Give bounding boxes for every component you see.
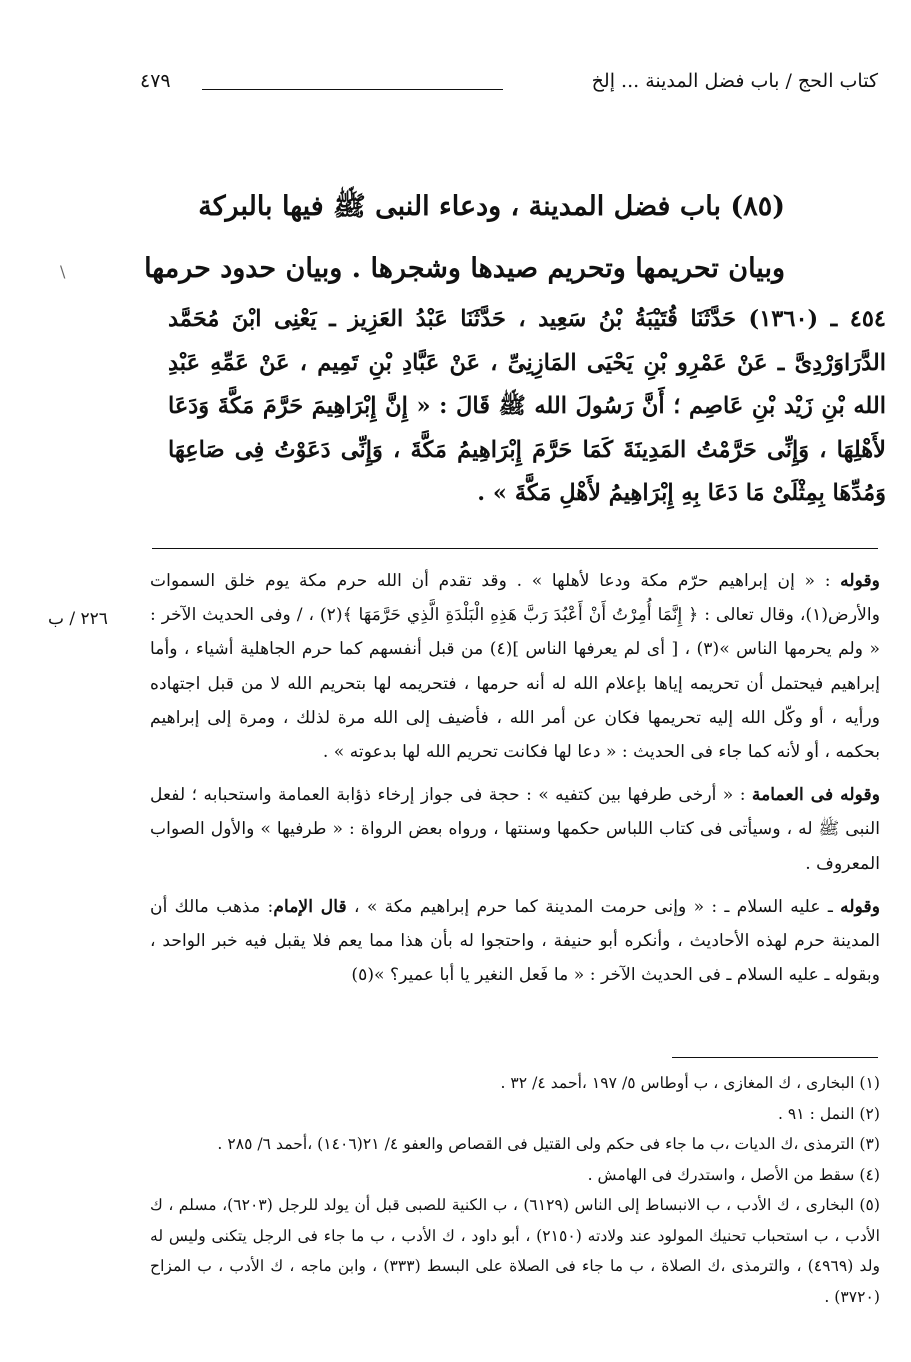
- commentary-text: : « إن إبراهيم حرّم مكة ودعا لأهلها » . وقد تقدم أن الله حرم مكة يوم خلق السموات والأرض(١)، وقال تعالى : ﴿ إِنَّمَا أُمِرْتُ أَنْ أَعْبُدَ رَبَّ هَذِهِ الْبَلْدَةِ الَّذِي حَرَّمَهَا ﴾(٢) ، / وفى الحديث الآخر : « ولم يحرمها الناس »(٣) ، [ أى لم يعرفها الناس ](٤) من قبل أنفسهم كما حرم الجاهلية أشياء ، وأما إبراهيم فيحتمل أن تحريمه إياها بإعلام الله له أنه حرمها ، فتحريمه لها بتحريم الله لا من قبل اجتهاده ورأيه ، أو وكّل الله إليه تحريمها فكان عن أمر الله ، فأضيف إلى الله مرة لذلك ، ومرة إلى إبراهيم بحكمه ، أو لأنه كما جاء فى الحديث : « دعا لها فكانت تحريم الله لها بدعوته » .: [150, 571, 881, 763]
- commentary: [150, 564, 880, 1001]
- margin-folio-reference: ٢٢٦ / ب: [48, 609, 108, 629]
- chapter-heading-line-1: (٨٥) باب فضل المدينة ، ودعاء النبى ﷺ فيها بالبركة: [198, 191, 785, 222]
- commentary-paragraph-3: [150, 890, 880, 993]
- header-rule: [202, 89, 503, 90]
- stray-mark: \: [60, 262, 66, 281]
- hadith-block: [168, 298, 886, 516]
- commentary-lead-imam: قال الإمام: [273, 896, 347, 917]
- page-number: ٤٧٩: [140, 70, 171, 92]
- footnotes: [150, 1068, 880, 1312]
- footnote-2: (٢) النمل : ٩١ .: [778, 1104, 880, 1123]
- commentary-text: : مذهب مالك أن المدينة حرم لهذه الأحاديث ، وأنكره أبو حنيفة ، واحتجوا له بأن هذا مما يعم فلا يقبل فيه خبر الواحد ، وبقوله ـ عليه السلام ـ فى الحديث الآخر : « ما فَعل النغير يا أبا عمير؟ »(٥): [150, 896, 880, 986]
- header-title: كتاب الحج / باب فضل المدينة ... إلخ: [591, 70, 878, 92]
- footnote-5: (٥) البخارى ، ك الأدب ، ب الانبساط إلى الناس (٦١٢٩) ، ب الكنية للصبى قبل أن يولد للرجل (٦٢٠٣)، مسلم ، ك الأدب ، ب استحباب تحنيك المولود عند ولادته (٢١٥٠) ، أبو داود ، ك الأدب ، ب ما جاء فى الرجل يتكنى وليس له ولد (٤٩٦٩) ، والترمذى ،ك الصلاة ، ب ما جاء فى الصلاة على البسط (٣٣٣) ، وابن ماجه ، ك الأدب ، ب المزاح (٣٧٢٠) .: [150, 1196, 881, 1306]
- commentary-lead: وقوله فى العمامة: [751, 785, 880, 806]
- hadith-text: ٤٥٤ ـ (١٣٦٠) حَدَّثَنَا قُتَيْبَةُ بْنُ سَعِيد ، حَدَّثَنَا عَبْدُ العَزِيز ـ يَعْنِى ابْنَ مُحَمَّد الدَّرَاوَرْدِىَّ ـ عَنْ عَمْرِو بْنِ يَحْيَى المَازِنِىِّ ، عَنْ عَبَّادِ بْنِ تَمِيم ، عَنْ عَمِّهِ عَبْدِ الله بْنِ زَيْد بْنِ عَاصِم ؛ أَنَّ رَسُولَ الله ﷺ قَالَ : « إِنَّ إِبْرَاهِيمَ حَرَّمَ مَكَّةَ وَدَعَا لأَهْلِهَا ، وَإِنِّى حَرَّمْتُ المَدِينَةَ كَمَا حَرَّمَ إِبْرَاهِيمُ مَكَّةَ ، وَإِنِّى دَعَوْتُ فِى صَاعِهَا وَمُدِّهَا بِمِثْلَىْ مَا دَعَا بِهِ إِبْرَاهِيمُ لأَهْلِ مَكَّةَ » .: [168, 306, 886, 506]
- commentary-text: ـ عليه السلام ـ : « وإنى حرمت المدينة كما حرم إبراهيم مكة » ،: [346, 896, 841, 917]
- main-separator-rule: [152, 548, 878, 549]
- commentary-paragraph-1: [150, 564, 880, 769]
- chapter-heading-line-2: وبيان تحريمها وتحريم صيدها وشجرها . وبيان حدود حرمها: [144, 253, 785, 284]
- commentary-lead: وقوله: [840, 896, 881, 917]
- footnote-rule: [672, 1057, 878, 1058]
- footnote-3: (٣) الترمذى ،ك الديات ،ب ما جاء فى حكم ولى القتيل فى القصاص والعفو ٤/ ٢١(١٤٠٦) ،أحمد ٦/ ٢٨٥ .: [217, 1135, 880, 1153]
- commentary-paragraph-2: [150, 778, 880, 881]
- commentary-text: : « أرخى طرفها بين كتفيه » : حجة فى جواز إرخاء ذؤابة العمامة واستحبابه ؛ لفعل النبى ﷺ له ، وسيأتى فى كتاب اللباس حكمها وسنتها ، ورواه بعض الرواة : « طرفيها » والأول الصواب المعروف .: [150, 785, 880, 874]
- running-header: [140, 68, 878, 102]
- chapter-heading: [144, 176, 785, 300]
- commentary-lead: وقوله: [840, 571, 880, 591]
- footnote-4: (٤) سقط من الأصل ، واستدرك فى الهامش .: [587, 1165, 880, 1184]
- footnote-1: (١) البخارى ، ك المغازى ، ب أوطاس ٥/ ١٩٧ ،أحمد ٤/ ٣٢ .: [500, 1074, 880, 1092]
